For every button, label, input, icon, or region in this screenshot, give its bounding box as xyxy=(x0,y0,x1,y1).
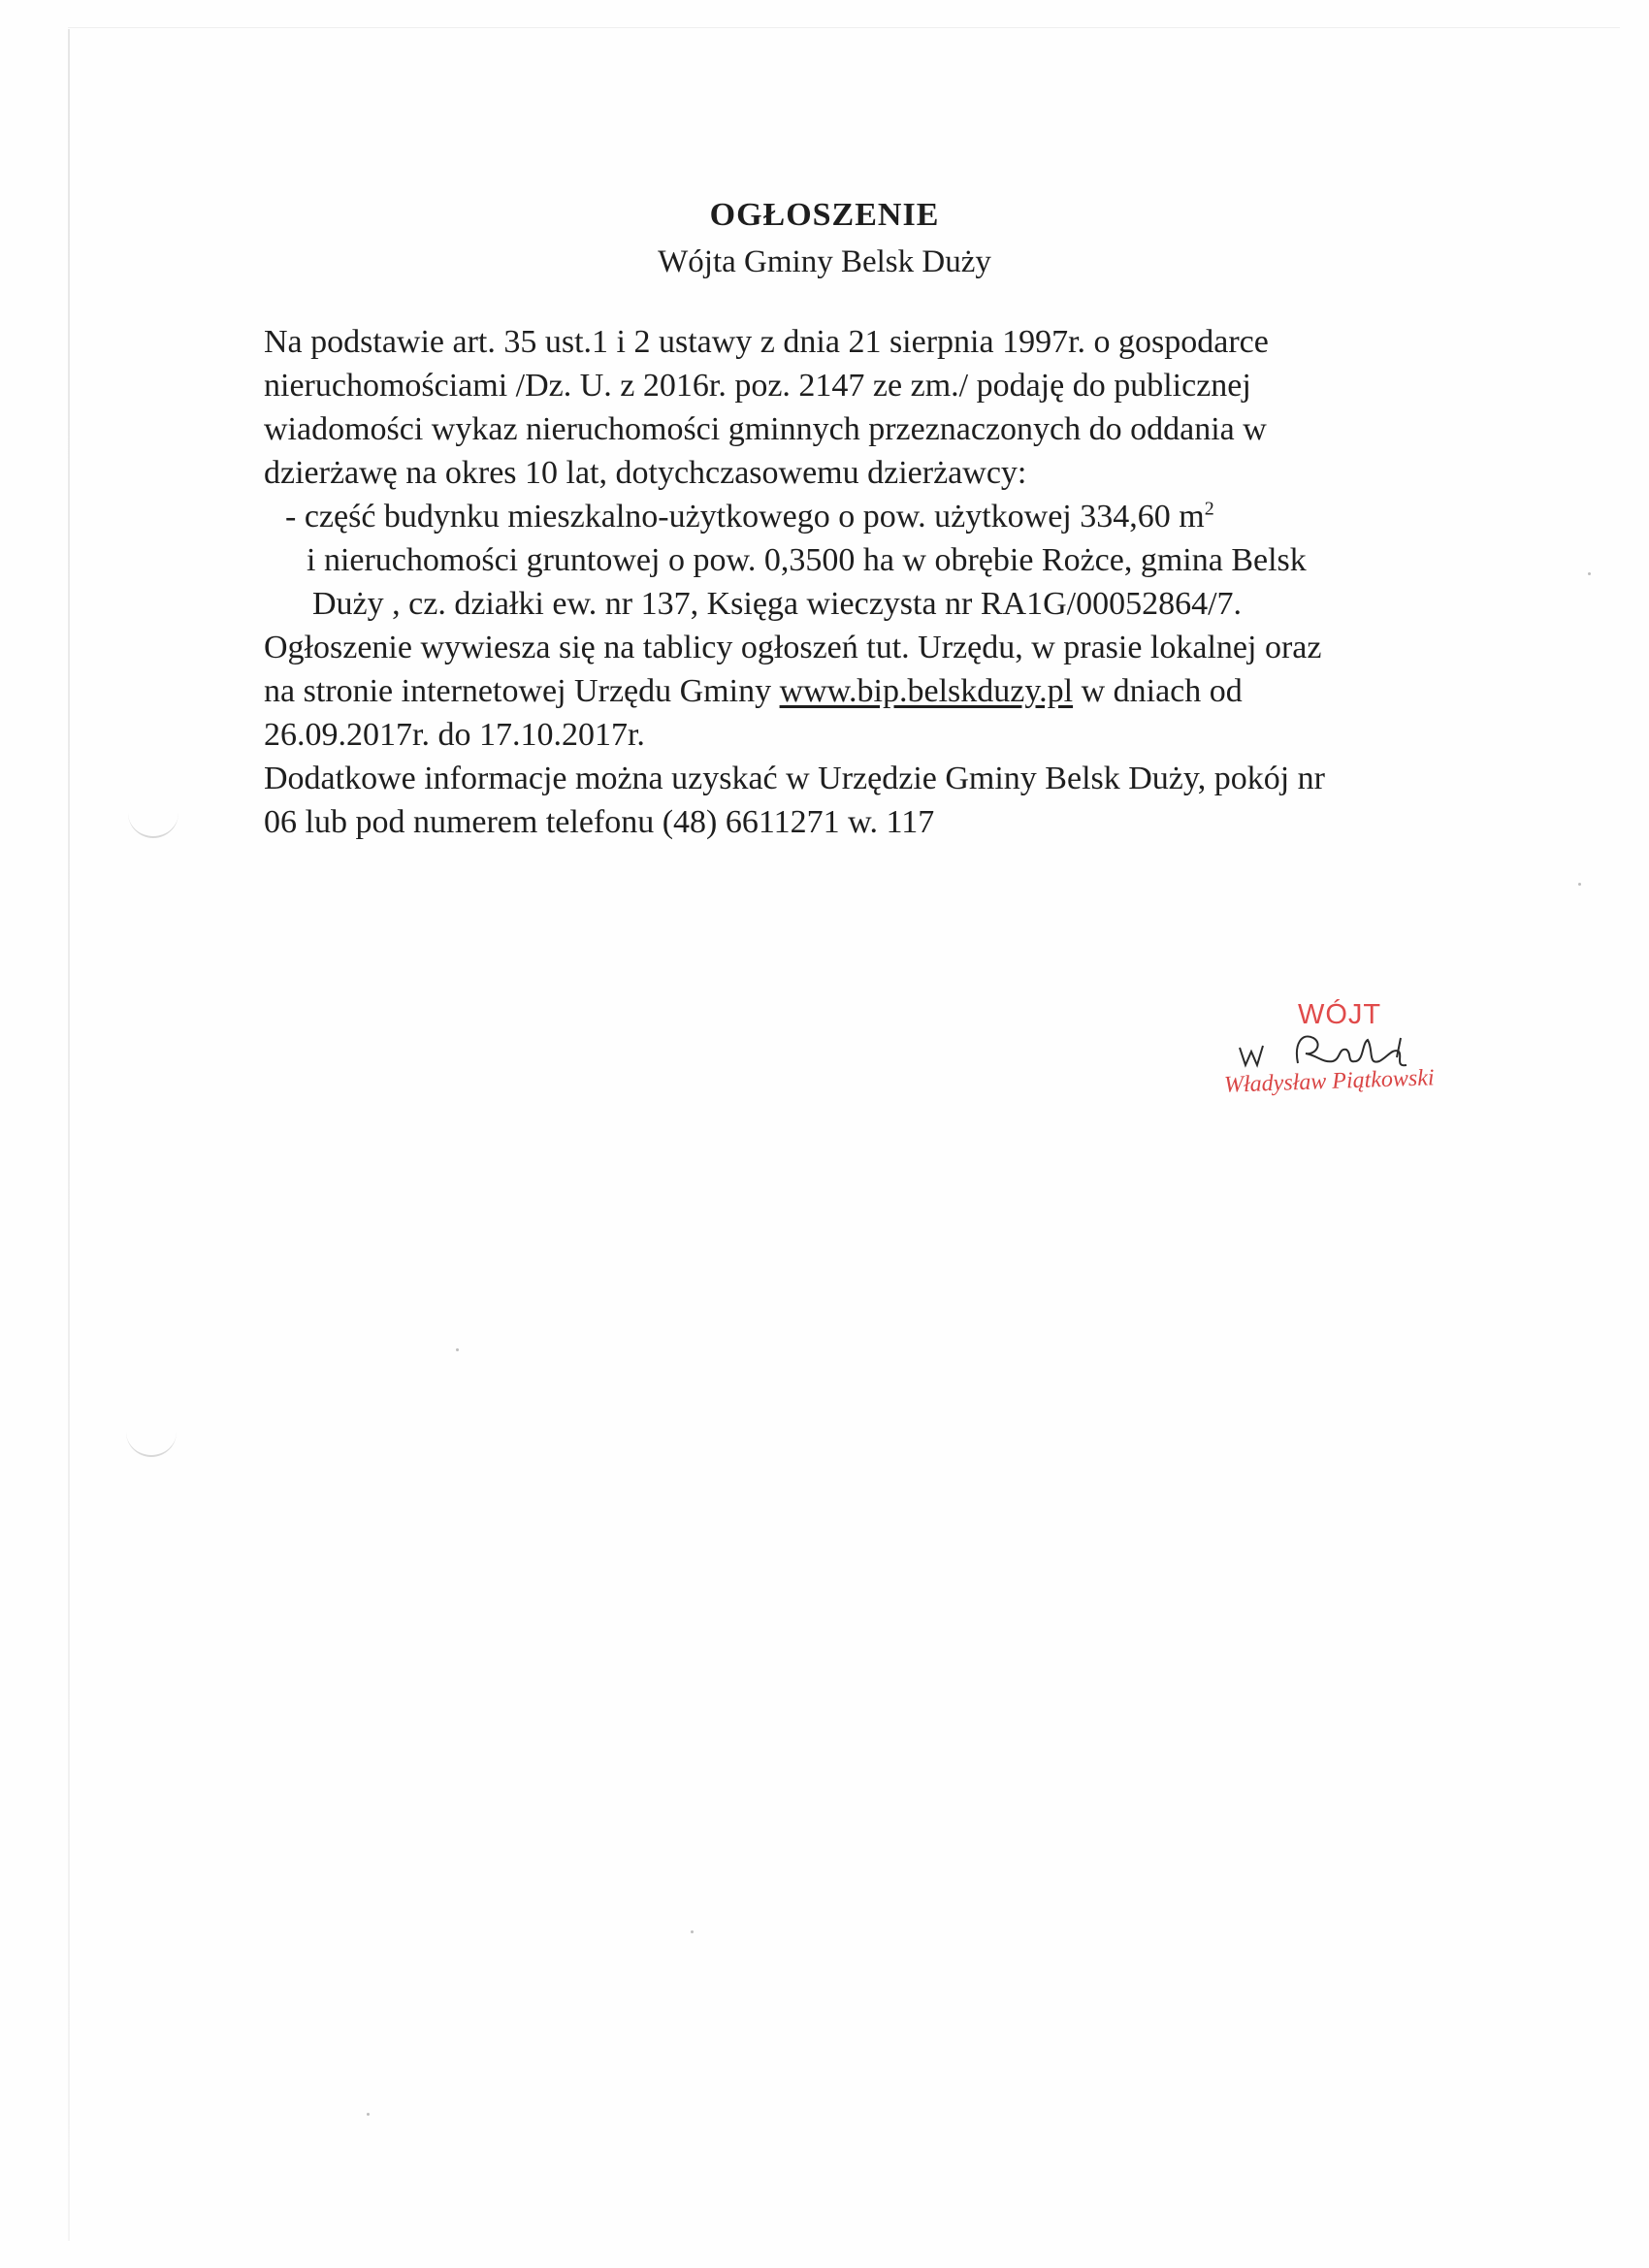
square-unit-superscript: 2 xyxy=(1204,498,1214,520)
scan-edge-top xyxy=(68,27,1620,28)
body-line: Duży , cz. działki ew. nr 137, Księga wieczysta nr RA1G/00052864/7. xyxy=(312,586,1243,622)
body-line-bullet xyxy=(264,495,1525,538)
stamp-name: Władysław Piątkowski xyxy=(1223,1065,1436,1098)
scan-speck xyxy=(456,1348,459,1351)
punch-hole-mark xyxy=(128,805,178,838)
official-stamp-signature xyxy=(1212,999,1484,1125)
body-line xyxy=(264,669,1525,713)
scan-speck xyxy=(691,1930,694,1933)
body-line-text: - część budynku mieszkalno-użytkowego o pow. użytkowej 334,60 m xyxy=(285,499,1205,535)
announcement-body xyxy=(264,320,1525,844)
scan-speck xyxy=(1578,883,1581,886)
body-line: wiadomości wykaz nieruchomości gminnych przeznaczonych do oddania w xyxy=(264,411,1267,447)
body-line: Ogłoszenie wywiesza się na tablicy ogłoszeń tut. Urzędu, w prasie lokalnej oraz xyxy=(264,630,1322,665)
body-line: Na podstawie art. 35 ust.1 i 2 ustawy z dnia 21 sierpnia 1997r. o gospodarce xyxy=(264,324,1269,360)
body-line: 26.09.2017r. do 17.10.2017r. xyxy=(264,717,645,753)
scan-speck xyxy=(367,2113,370,2116)
document-title: OGŁOSZENIE xyxy=(709,197,940,233)
punch-hole-mark xyxy=(126,1424,177,1457)
body-line: nieruchomościami /Dz. U. z 2016r. poz. 2147 ze zm./ podaję do publicznej xyxy=(264,368,1251,404)
body-line: i nieruchomości gruntowej o pow. 0,3500 ha w obrębie Rożce, gmina Belsk xyxy=(307,542,1307,578)
body-line: dzierżawę na okres 10 lat, dotychczasowemu dzierżawcy: xyxy=(264,455,1027,491)
body-line-text: w dniach od xyxy=(1073,673,1243,709)
scan-edge-left xyxy=(68,29,70,2241)
body-line: Dodatkowe informacje można uzyskać w Urzędzie Gminy Belsk Duży, pokój nr xyxy=(264,761,1325,796)
body-line-text: na stronie internetowej Urzędu Gminy xyxy=(264,673,780,709)
document-subtitle: Wójta Gminy Belsk Duży xyxy=(658,244,991,279)
body-line: 06 lub pod numerem telefonu (48) 6611271 w. 117 xyxy=(264,804,935,840)
website-link[interactable]: www.bip.belskduzy.pl xyxy=(779,673,1074,709)
scan-speck xyxy=(1588,572,1591,575)
stamp-title: WÓJT xyxy=(1298,999,1382,1030)
